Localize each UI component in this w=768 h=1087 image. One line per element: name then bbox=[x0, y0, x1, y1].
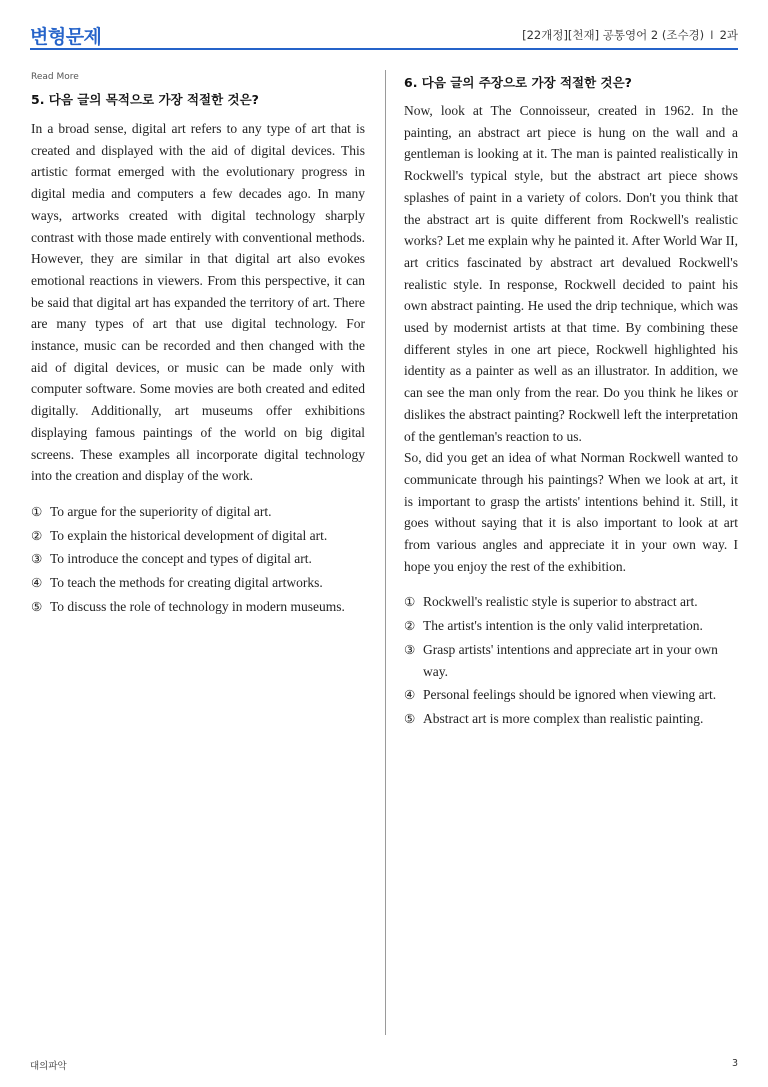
question-5-title: 5. 다음 글의 목적으로 가장 적절한 것은? bbox=[31, 92, 259, 107]
footer-publisher: 대의파악 bbox=[30, 1061, 67, 1072]
choice-item[interactable] bbox=[404, 639, 738, 682]
choice-number: ① bbox=[31, 503, 43, 519]
choice-text: The artist's intention is the only valid interpretation. bbox=[423, 618, 703, 634]
choice-item[interactable] bbox=[31, 501, 365, 523]
header-meta bbox=[522, 27, 738, 43]
choice-text: To argue for the superiority of digital art. bbox=[50, 503, 272, 519]
choice-item[interactable] bbox=[31, 525, 365, 547]
choice-number: ② bbox=[31, 527, 43, 543]
lesson-label: 2과 bbox=[719, 28, 738, 42]
question-5-choices bbox=[31, 501, 365, 618]
header-rule bbox=[30, 48, 738, 50]
passage-paragraph: So, did you get an idea of what Norman Rockwell wanted to communicate through his paintings? When we look at art, it is important to grasp the artists' intentions behind it. Still, it goes without saying that it is also important to look at art from various angles and appreciate it in your own way. I hope you enjoy the rest of the exhibition. bbox=[404, 450, 738, 574]
choice-number: ④ bbox=[31, 575, 43, 591]
column-divider bbox=[385, 70, 386, 1035]
choice-text: Personal feelings should be ignored when viewing art. bbox=[423, 687, 717, 703]
choice-number: ③ bbox=[31, 551, 43, 567]
choice-item[interactable] bbox=[404, 591, 738, 613]
choice-text: To introduce the concept and types of digital art. bbox=[50, 551, 312, 567]
choice-text: Abstract art is more complex than realistic painting. bbox=[423, 710, 704, 726]
choice-item[interactable] bbox=[404, 615, 738, 637]
page-number: 3 bbox=[731, 1058, 738, 1069]
header-title: 변형문제 bbox=[30, 26, 102, 48]
choice-number: ⑤ bbox=[31, 598, 43, 614]
choice-item[interactable] bbox=[404, 708, 738, 730]
choice-number: ① bbox=[404, 594, 416, 610]
question-5 bbox=[31, 70, 365, 619]
passage-paragraph: Now, look at The Connoisseur, created in 1962. In the painting, an abstract art piece is hung on the wall and a gentleman is looking at it. The man is painted realistically in Rockwell's typical style, but the abstract art piece shows splashes of paint in a variety of colors. Don't you think that the abstract art is quite different from Rockwell's realistic works? Let me explain why he painted it. After World War II, art critics fascinated by abstract art devalued Rockwell's realistic style. In response, Rockwell decided to paint his own abstract painting. He used the drip technique, which was used by modernist artists at that time. By combining these different styles in one art piece, Rockwell highlighted his identity as a painter as well as an illustrator. In addition, we can see the man only from the rear. Do you think he likes or dislikes the abstract painting? Rockwell left the interpretation of the gentleman's reaction to us. bbox=[404, 103, 738, 444]
choice-text: To teach the methods for creating digital artworks. bbox=[50, 575, 323, 591]
choice-text: To discuss the role of technology in modern museums. bbox=[50, 598, 345, 614]
choice-number: ④ bbox=[404, 687, 416, 703]
choice-text: Rockwell's realistic style is superior to abstract art. bbox=[423, 594, 698, 610]
passage-paragraph: In a broad sense, digital art refers to any type of art that is created and displayed with the aid of digital devices. This artistic format emerged with the evolutionary progress in digital media and computers a few decades ago. In many ways, artworks created with digital technology sharply contrast with those made entirely with conventional methods. However, they are similar in that digital art also evokes emotional reactions in viewers. From this perspective, it can be said that digital art has expanded the territory of art. There are many types of art that use digital technology. For instance, music can be recorded and then changed with the aid of digital devices, or music can be made only with computer software. Some movies are both created and edited digitally. Additionally, art museums offer exhibitions displaying famous paintings of the world on big digital screens. These examples all incorporate digital technology into the creation and display of the work. bbox=[31, 121, 365, 484]
choice-text: Grasp artists' intentions and appreciate art in your own way. bbox=[423, 641, 718, 679]
question-6-choices bbox=[404, 591, 738, 729]
question-6-passage bbox=[404, 100, 738, 577]
choice-item[interactable] bbox=[31, 548, 365, 570]
choice-number: ⑤ bbox=[404, 710, 416, 726]
choice-number: ② bbox=[404, 618, 416, 634]
question-6 bbox=[404, 70, 738, 732]
choice-item[interactable] bbox=[31, 596, 365, 618]
course-name: [22개정][천재] 공통영어 2 (조수경) bbox=[522, 28, 705, 42]
question-6-title: 6. 다음 글의 주장으로 가장 적절한 것은? bbox=[404, 75, 632, 90]
choice-text: To explain the historical development of digital art. bbox=[50, 527, 328, 543]
read-more-label: Read More bbox=[31, 72, 79, 82]
choice-item[interactable] bbox=[31, 572, 365, 594]
header-separator: I bbox=[710, 28, 714, 42]
question-5-passage bbox=[31, 118, 365, 487]
choice-number: ③ bbox=[404, 641, 416, 657]
choice-item[interactable] bbox=[404, 684, 738, 706]
